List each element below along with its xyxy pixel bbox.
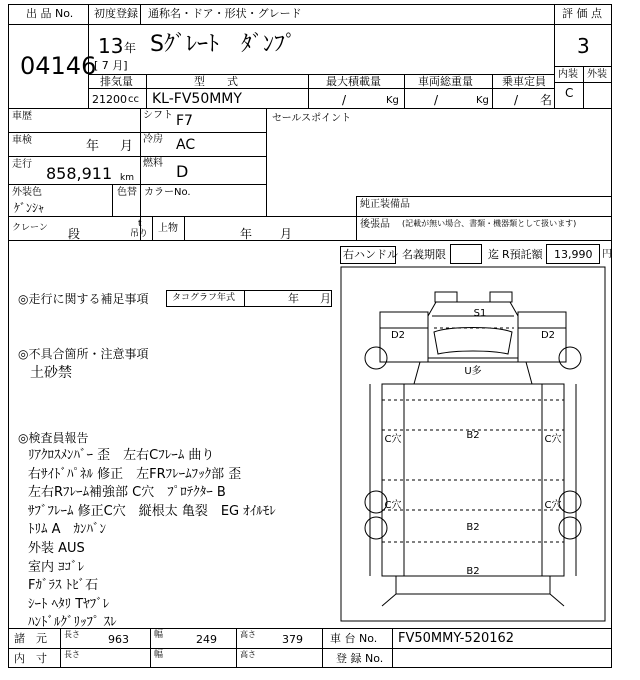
reg-no-label: 登 録 No. <box>336 652 384 665</box>
diagram-b2-bottom: B2 <box>466 566 480 577</box>
divider <box>60 628 61 668</box>
ac-value: AC <box>176 137 196 153</box>
capacity-label: 乗車定員 <box>502 75 546 88</box>
crane-ton: t <box>138 219 142 229</box>
rack-month: 月 <box>280 227 293 241</box>
dims-label: 諸 元 <box>14 632 47 645</box>
divider <box>392 628 393 668</box>
r-fee-label: R預託額 <box>502 248 543 261</box>
shift-label: シフト <box>143 110 173 121</box>
defects-value: 土砂禁 <box>30 365 72 381</box>
divider <box>184 216 185 240</box>
inspector-line: 室内 ﾖｺﾞﾚ <box>28 559 85 575</box>
divider <box>404 74 405 108</box>
divider <box>244 290 245 307</box>
inspector-line: ﾘｱｸﾛｽﾒﾝﾊﾞｰ 歪 左右Cﾌﾚｰﾑ 曲り <box>28 448 215 463</box>
divider <box>88 88 554 89</box>
width-label: 幅 <box>154 630 164 640</box>
color-value: ｹﾞﾝｼｬ <box>14 201 45 215</box>
inspector-line: 右ｻｲﾄﾞﾊﾟﾈﾙ 修正 左FRﾌﾚｰﾑﾌｯｸ部 歪 <box>28 466 242 482</box>
aftermarket-label: 後張品 <box>360 219 390 230</box>
fuel-value: D <box>176 162 189 181</box>
type-label: 型 式 <box>194 75 238 88</box>
divider <box>356 196 612 197</box>
displacement-label: 排気量 <box>100 75 133 88</box>
diagram-c-left-2: C穴 <box>384 500 402 511</box>
tachograph-month: 月 <box>320 292 331 305</box>
inspector-line: Fｶﾞﾗｽ ﾄﾋﾞ石 <box>28 578 99 594</box>
inspector-line: 外装 AUS <box>28 541 85 556</box>
divider <box>152 216 153 240</box>
divider <box>356 196 357 240</box>
rack-year: 年 <box>240 227 253 241</box>
inner-height-label: 高さ <box>240 650 256 659</box>
divider <box>150 628 151 668</box>
divider <box>8 156 266 157</box>
type-value: KL-FV50MMY <box>152 91 242 107</box>
first-reg-label: 初度登録 <box>94 7 138 20</box>
exterior-label: 外装 <box>587 69 607 80</box>
max-load-unit: Kg <box>386 95 399 106</box>
divider <box>308 74 309 108</box>
inspector-line: ｼｰﾄ ﾍﾀﾘ Tﾔﾌﾞﾚ <box>28 596 110 612</box>
mileage-value: 858,911 <box>46 164 113 183</box>
height-value: 379 <box>282 633 303 646</box>
divider <box>8 628 612 629</box>
capacity-unit: 名 <box>540 93 553 107</box>
divider <box>140 4 141 24</box>
divider <box>8 184 266 185</box>
max-load-label: 最大積載量 <box>326 75 381 88</box>
model-name: Sｸﾞﾚｰﾄ ﾀﾞﾝﾌﾟ <box>150 32 296 57</box>
fuel-label: 燃料 <box>143 158 163 169</box>
divider <box>8 216 612 217</box>
diagram-c-right-2: C穴 <box>544 500 562 511</box>
lot-no: 04146 <box>20 52 97 80</box>
grade-label: 評 価 点 <box>562 7 602 20</box>
crane-label: クレーン <box>12 223 48 233</box>
chassis-value: FV50MMY-520162 <box>398 631 515 646</box>
gross-weight-label: 車両総重量 <box>418 75 473 88</box>
divider <box>8 648 612 649</box>
crane-stage: 段 <box>68 227 81 241</box>
inspection-year: 年 <box>86 139 100 154</box>
inspector-label: ◎検査員報告 <box>18 431 89 445</box>
divider <box>88 24 554 25</box>
rack-label: 上物 <box>158 223 178 234</box>
inspection-label: 車検 <box>12 135 32 146</box>
capacity-slash: / <box>514 93 519 107</box>
inspector-line: 左右Rﾌﾚｰﾑ補強部 C穴 ﾌﾟﾛﾃｸﾀｰ B <box>28 485 226 501</box>
diagram-b2-top: B2 <box>466 430 480 441</box>
width-value: 249 <box>196 633 217 646</box>
max-load-slash: / <box>342 93 347 107</box>
divider <box>8 24 88 25</box>
divider <box>266 108 267 216</box>
divider <box>322 628 323 668</box>
chassis-label: 車 台 No. <box>330 632 378 645</box>
supplementary-label: ◎走行に関する補足事項 <box>18 292 149 306</box>
divider <box>492 74 493 108</box>
gross-weight-unit: Kg <box>476 95 489 106</box>
grade-value: 3 <box>577 34 590 58</box>
diagram-b2-mid: B2 <box>466 522 480 533</box>
until-label: 迄 <box>488 248 499 261</box>
vehicle-diagram <box>340 266 606 622</box>
crane-hang: 吊り <box>130 229 149 239</box>
divider <box>88 74 554 75</box>
lot-no-label: 出 品 No. <box>26 7 74 20</box>
mileage-label: 走行 <box>12 159 32 170</box>
defects-label: ◎不具合箇所・注意事項 <box>18 347 149 361</box>
registration-box <box>450 244 482 264</box>
color-no-label: カラーNo. <box>144 187 191 198</box>
divider <box>8 132 266 133</box>
length-label: 長さ <box>64 630 80 639</box>
inspector-line: ｻﾌﾞﾌﾚｰﾑ 修正C穴 縦根太 亀裂 EG ｵｲﾙﾓﾚ <box>28 503 276 519</box>
history-label: 車歴 <box>12 111 32 122</box>
divider <box>554 24 612 25</box>
equipment-label: 純正装備品 <box>360 199 410 210</box>
diagram-s1: S1 <box>473 308 487 319</box>
divider <box>112 184 113 216</box>
inner-length-label: 長さ <box>64 650 80 659</box>
r-fee-value: 13,990 <box>554 248 593 261</box>
tachograph-label: タコグラフ年式 <box>172 293 236 303</box>
shift-value: F7 <box>176 113 193 129</box>
inspector-line: ﾄﾘﾑ A ｶﾝﾊﾞﾝ <box>28 522 107 538</box>
color-change-label: 色替 <box>117 187 137 198</box>
r-fee-unit: 円 <box>602 249 612 260</box>
divider <box>554 4 555 108</box>
year-suffix: 年 <box>124 41 137 55</box>
divider <box>8 108 612 109</box>
inspector-line: ﾊﾝﾄﾞﾙｸﾞﾘｯﾌﾟ ｽﾚ <box>28 615 117 631</box>
divider <box>554 82 612 83</box>
divider <box>236 628 237 668</box>
interior-grade: C <box>565 86 574 100</box>
inner-label: 内 寸 <box>14 652 47 665</box>
registration-label: 名義期限 <box>402 248 446 261</box>
mileage-unit: km <box>120 173 134 183</box>
divider <box>8 240 612 241</box>
first-reg-month: [ 7 月] <box>94 59 128 72</box>
diagram-d2-left: D2 <box>390 330 406 341</box>
diagram-u-mark: U多 <box>464 366 482 377</box>
tachograph-year: 年 <box>288 292 299 305</box>
gross-weight-slash: / <box>434 93 439 107</box>
title-label: 通称名・ドア・形状・グレード <box>148 7 302 20</box>
aftermarket-note: (記載が無い場合、書類・機器類として扱います) <box>402 219 577 228</box>
ac-label: 冷房 <box>143 134 163 145</box>
height-label: 高さ <box>240 630 256 639</box>
rhd-label: 右ハンドル <box>343 248 398 261</box>
year-value: 13 <box>98 34 124 58</box>
displacement-value: 21200 <box>92 93 127 106</box>
length-value: 963 <box>108 633 129 646</box>
color-label: 外装色 <box>12 187 42 198</box>
displacement-unit: cc <box>128 94 139 105</box>
divider <box>146 74 147 108</box>
inspection-month: 月 <box>120 139 134 154</box>
diagram-c-left-1: C穴 <box>384 434 402 445</box>
diagram-c-right-1: C穴 <box>544 434 562 445</box>
diagram-d2-right: D2 <box>540 330 556 341</box>
interior-label: 内装 <box>558 69 578 80</box>
sales-point-label: セールスポイント <box>272 113 352 124</box>
divider <box>583 66 584 108</box>
inner-width-label: 幅 <box>154 650 164 660</box>
